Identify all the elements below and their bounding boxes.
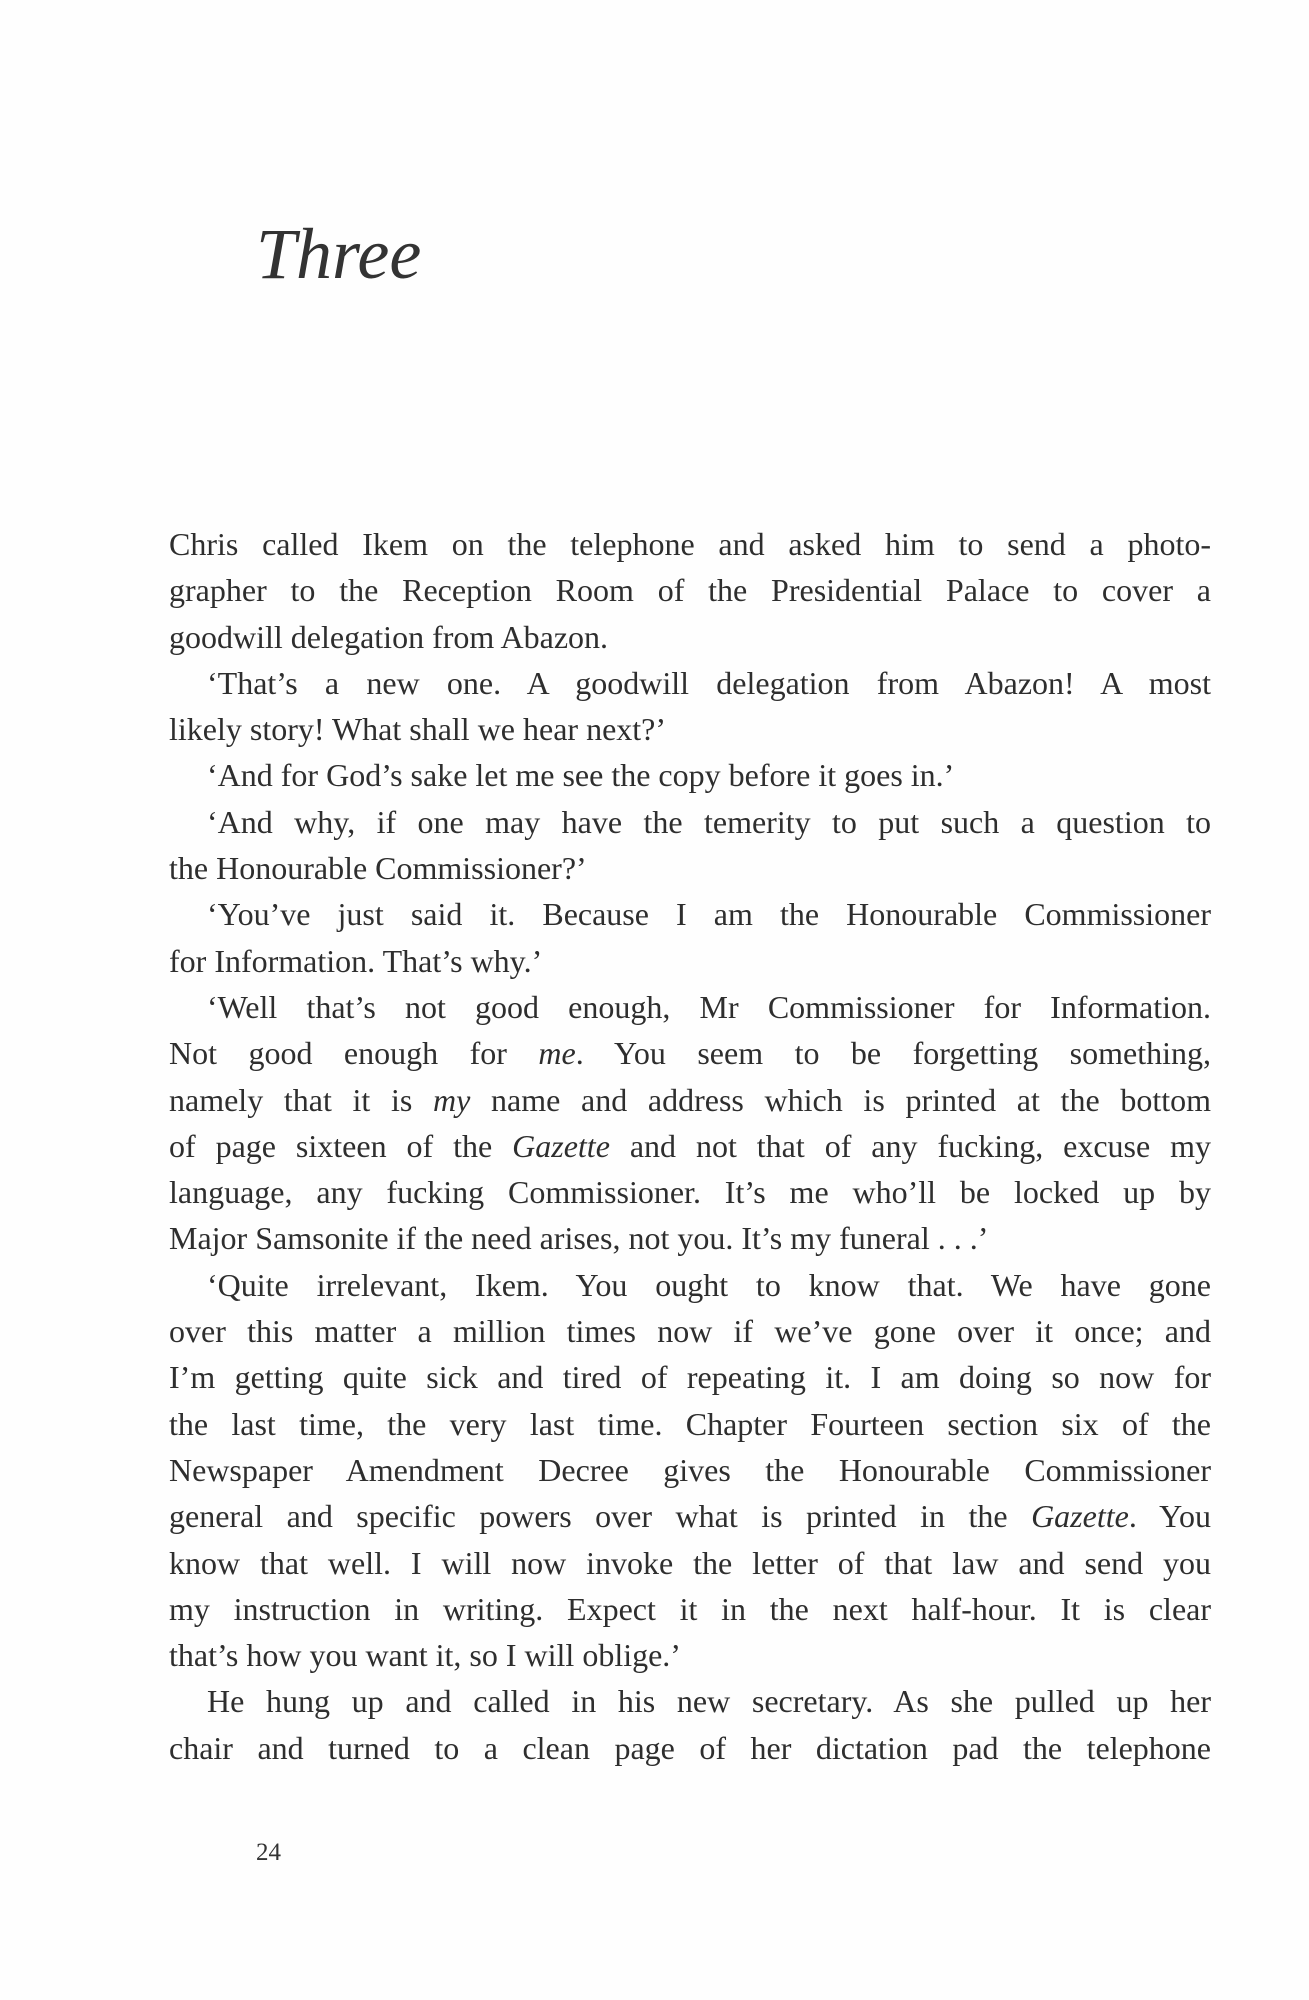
text-segment: for Information. That’s why.’ xyxy=(169,942,543,979)
text-segment: likely story! What shall we hear next?’ xyxy=(169,711,667,748)
text-segment: grapher to the Reception Room of the Presidential Palace to cover a xyxy=(169,572,1211,609)
text-line xyxy=(169,1308,1211,1354)
italic-text: Gazette xyxy=(512,1127,610,1164)
text-line xyxy=(169,567,1211,613)
text-segment: my instruction in writing. Expect it in the next half-hour. It is clear xyxy=(169,1590,1211,1627)
text-line xyxy=(169,1678,1211,1724)
text-segment: the last time, the very last time. Chapter Fourteen section six of the xyxy=(169,1405,1211,1442)
body-text xyxy=(169,521,1211,1771)
text-segment: Chris called Ikem on the telephone and asked him to send a photo- xyxy=(169,526,1211,562)
text-line xyxy=(169,1401,1211,1447)
text-segment: and not that of any fucking, excuse my xyxy=(609,1127,1212,1164)
text-line xyxy=(169,1632,1211,1678)
text-segment: the Honourable Commissioner?’ xyxy=(169,850,587,887)
text-segment: goodwill delegation from Abazon. xyxy=(169,618,609,655)
text-segment: general and specific powers over what is printed in the xyxy=(169,1498,1032,1535)
text-segment: . You seem to be forgetting something, xyxy=(575,1035,1212,1072)
text-line xyxy=(169,1540,1211,1586)
text-segment: Not good enough for xyxy=(169,1035,539,1072)
text-line xyxy=(169,1262,1211,1308)
text-segment: ‘Well that’s not good enough, Mr Commissioner for Information. xyxy=(207,988,1211,1025)
text-segment: that’s how you want it, so I will oblige.’ xyxy=(169,1637,681,1674)
text-segment: language, any fucking Commissioner. It’s me who’ll be locked up by xyxy=(169,1174,1211,1211)
text-line xyxy=(169,1215,1211,1261)
text-segment: ‘Quite irrelevant, Ikem. You ought to know that. We have gone xyxy=(207,1266,1211,1303)
chapter-title: Three xyxy=(256,214,422,294)
text-line xyxy=(169,938,1211,984)
text-segment: of page sixteen of the xyxy=(169,1127,513,1164)
text-line xyxy=(169,614,1211,660)
text-line xyxy=(169,1725,1211,1771)
text-line xyxy=(169,1586,1211,1632)
text-line xyxy=(169,706,1211,752)
text-line xyxy=(169,660,1211,706)
text-segment: ‘And for God’s sake let me see the copy before it goes in.’ xyxy=(207,757,955,794)
text-segment: ‘That’s a new one. A goodwill delegation from Abazon! A most xyxy=(207,664,1211,701)
text-line xyxy=(169,1030,1211,1076)
text-line xyxy=(169,1123,1211,1169)
text-segment: namely that it is xyxy=(169,1081,434,1118)
italic-text: Gazette xyxy=(1031,1498,1129,1535)
text-line xyxy=(169,1169,1211,1215)
text-segment: Newspaper Amendment Decree gives the Honourable Commissioner xyxy=(169,1451,1211,1488)
text-segment: He hung up and called in his new secretary. As she pulled up her xyxy=(207,1683,1211,1720)
text-line xyxy=(169,845,1211,891)
text-line xyxy=(169,984,1211,1030)
text-line xyxy=(169,799,1211,845)
text-segment: know that well. I will now invoke the letter of that law and send you xyxy=(169,1544,1211,1581)
italic-text: me xyxy=(538,1035,576,1072)
text-line xyxy=(169,1077,1211,1123)
text-segment: ‘You’ve just said it. Because I am the Honourable Commissioner xyxy=(207,896,1211,933)
text-segment: name and address which is printed at the bottom xyxy=(470,1081,1212,1118)
text-segment: ‘And why, if one may have the temerity to put such a question to xyxy=(207,803,1211,840)
text-line xyxy=(169,1493,1211,1539)
text-segment: Major Samsonite if the need arises, not you. It’s my funeral . . .’ xyxy=(169,1220,989,1257)
text-line xyxy=(169,521,1211,567)
text-line xyxy=(169,1447,1211,1493)
text-segment: over this matter a million times now if we’ve gone over it once; and xyxy=(169,1313,1211,1350)
page-number: 24 xyxy=(256,1839,281,1866)
text-segment: I’m getting quite sick and tired of repeating it. I am doing so now for xyxy=(169,1359,1211,1396)
text-line xyxy=(169,1354,1211,1400)
text-line xyxy=(169,752,1211,798)
text-segment: . You xyxy=(1128,1498,1212,1535)
text-segment: chair and turned to a clean page of her dictation pad the telephone xyxy=(169,1729,1211,1766)
italic-text: my xyxy=(433,1081,471,1118)
text-line xyxy=(169,891,1211,937)
